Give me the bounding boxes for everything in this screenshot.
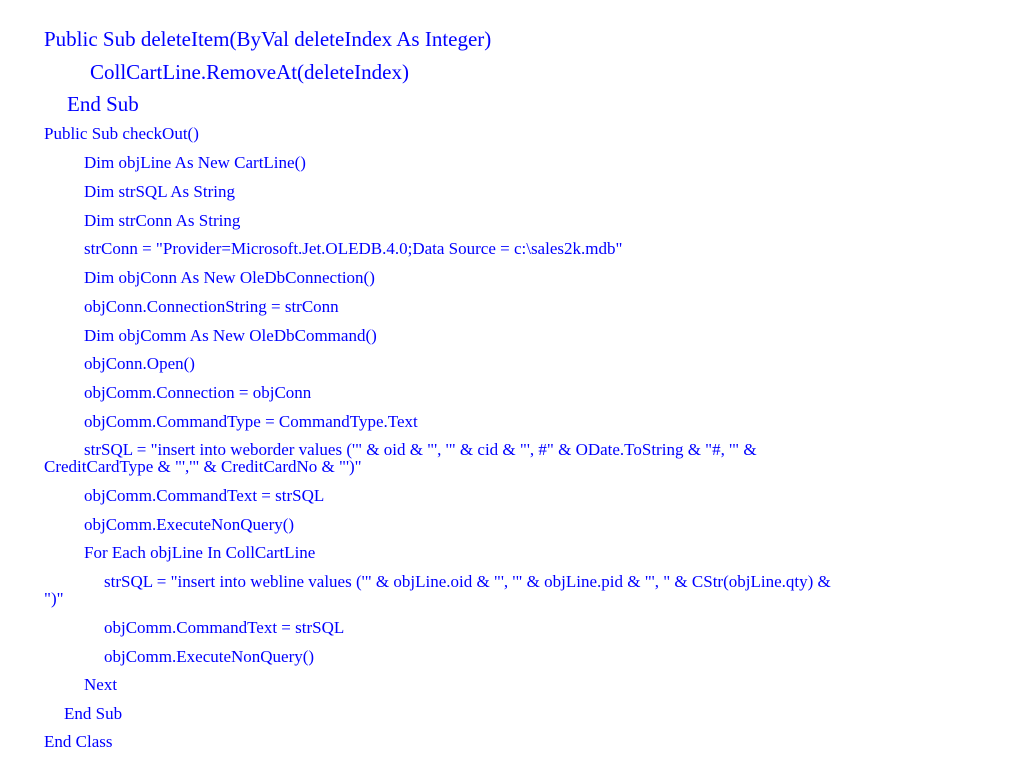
code-line: Dim strSQL As String [84, 182, 235, 201]
code-line: objComm.CommandText = strSQL [104, 618, 345, 637]
code-line: Dim objComm As New OleDbCommand() [84, 326, 377, 345]
code-line: objConn.ConnectionString = strConn [84, 297, 339, 316]
end-class: End Class [44, 732, 113, 751]
checkout-end-sub: End Sub [64, 704, 123, 723]
code-line: Dim objConn As New OleDbConnection() [84, 268, 375, 287]
code-line: objComm.ExecuteNonQuery() [84, 515, 295, 534]
weborder-sql-line: strSQL = "insert into weborder values ('" & oid & "', '" & cid & "', #" & ODate.ToString & "#, '" & [84, 440, 757, 459]
code-line: objComm.ExecuteNonQuery() [104, 647, 315, 666]
checkout-signature: Public Sub checkOut() [44, 124, 199, 143]
code-line: objComm.CommandType = CommandType.Text [84, 412, 418, 431]
code-line: objComm.CommandText = strSQL [84, 486, 325, 505]
delete-item-body: CollCartLine.RemoveAt(deleteIndex) [90, 60, 409, 84]
next-keyword: Next [84, 675, 118, 694]
webline-sql-line: strSQL = "insert into webline values ('" & objLine.oid & "', '" & objLine.pid & "', " & CStr(objLine.qty) & [104, 572, 831, 591]
delete-item-end-sub: End Sub [67, 92, 139, 116]
delete-item-signature: Public Sub deleteItem(ByVal deleteIndex As Integer) [44, 27, 492, 51]
webline-sql-continuation: ")" [44, 589, 64, 608]
for-each-line: For Each objLine In CollCartLine [84, 543, 316, 562]
code-line: objConn.Open() [84, 354, 195, 373]
weborder-sql-continuation: CreditCardType & "','" & CreditCardNo & "')" [44, 457, 362, 476]
code-line: objComm.Connection = objConn [84, 383, 312, 402]
code-line: Dim objLine As New CartLine() [84, 153, 306, 172]
code-line: Dim strConn As String [84, 211, 241, 230]
code-line: strConn = "Provider=Microsoft.Jet.OLEDB.4.0;Data Source = c:\sales2k.mdb" [84, 239, 623, 258]
